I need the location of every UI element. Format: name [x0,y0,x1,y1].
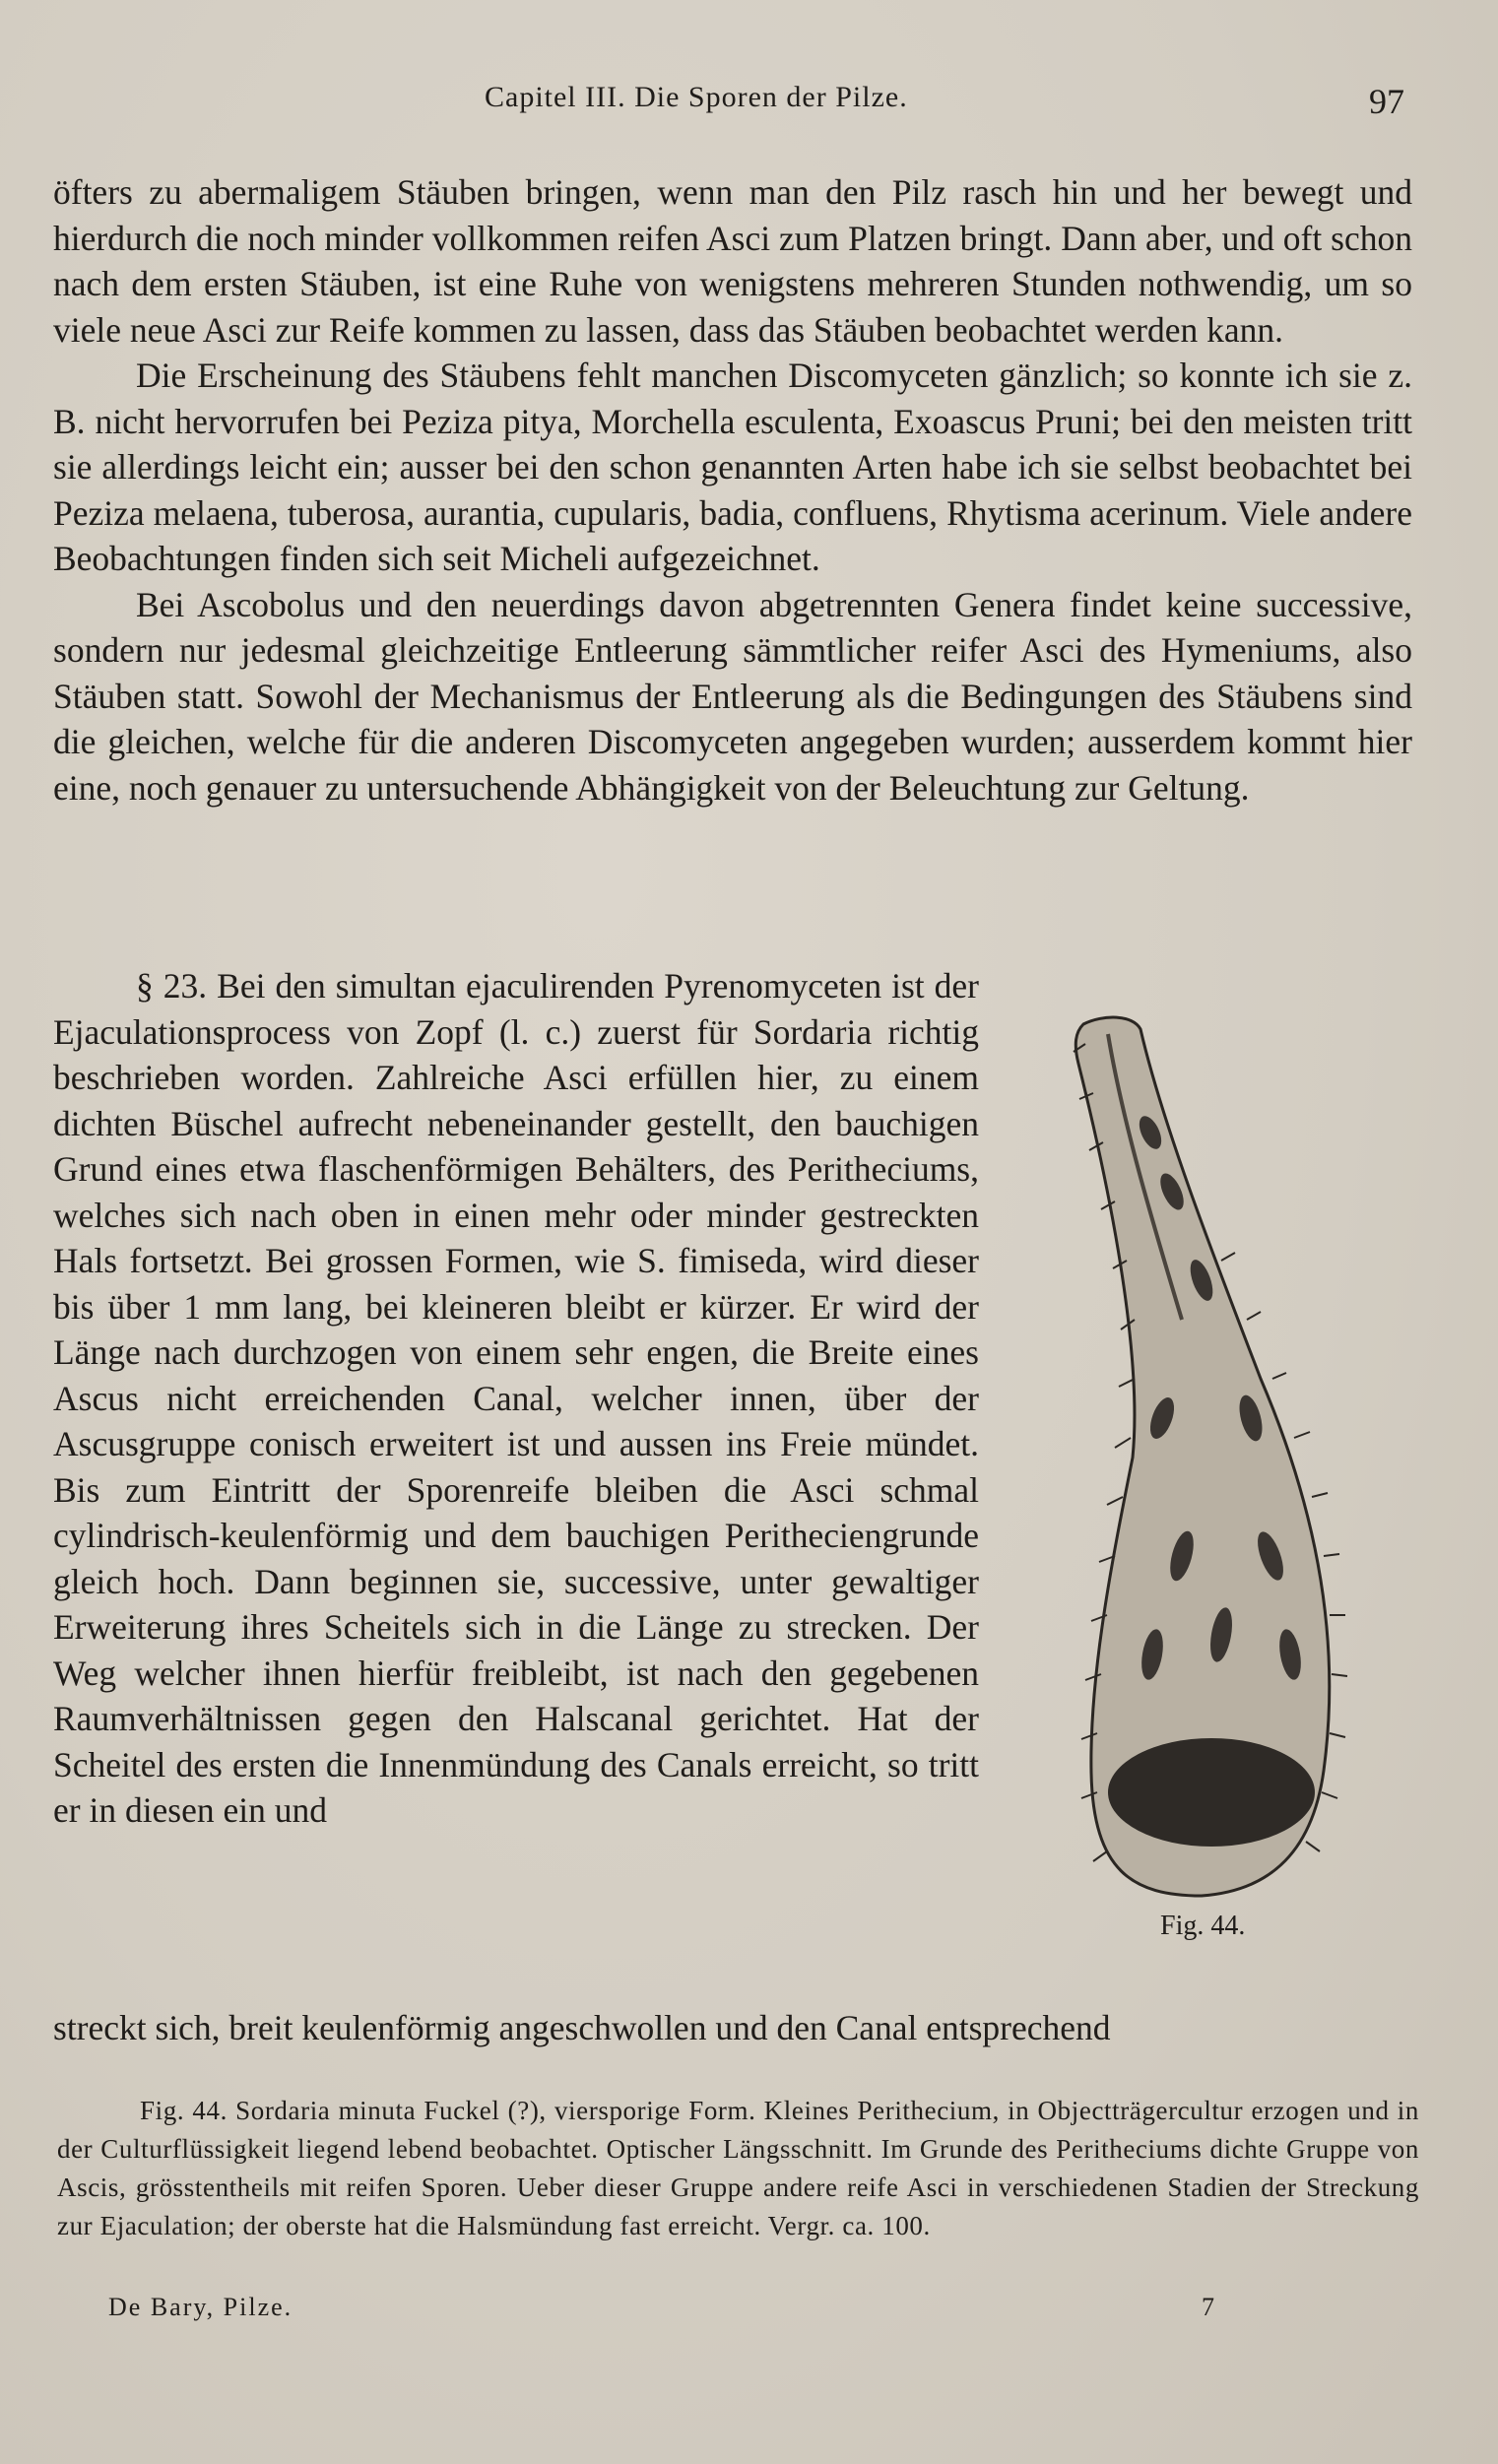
page-footer [108,2293,1241,2332]
paragraph-3: Bei Ascobolus und den neuerdings davon abgetrennten Genera findet keine successive, sondern nur jedesmal gleichzeitige Entleerung sämmtlicher reifer Asci des Hymeniums, also Stäuben statt. Sowohl der Mechanismus der Entleerung als die Bedingungen des Stäubens sind die gleichen, welche für die anderen Discomyceten angegeben wurden; ausserdem kommt hier eine, noch genauer zu untersuchende Abhängigkeit von der Beleuchtung zur Geltung. [53,584,1412,808]
perithecium-illustration [1024,1005,1359,1950]
signature-right: 7 [1202,2293,1214,2321]
paragraph-1: öfters zu abermaligem Stäuben bringen, wenn man den Pilz rasch hin und her bewegt und hierdurch die noch minder vollkommen reifen Asci zum Platzen bringt. Dann aber, und oft schon nach dem ersten Stäuben, ist eine Ruhe von wenigstens mehreren Stunden nothwendig, um so viele neue Asci zur Reife kommen zu lassen, dass das Stäuben beobachtet werden kann. [53,172,1412,350]
page-header [0,81,1498,130]
basal-asci-cluster [1108,1738,1315,1847]
page-number: 97 [1369,82,1404,121]
figure-label: Fig. 44. [1160,1911,1246,1941]
signature-left: De Bary, Pilze. [108,2293,293,2321]
perithecium-drawing [1024,1005,1359,1950]
paragraph-2: Die Erscheinung des Stäubens fehlt manchen Discomyceten gänzlich; so konnte ich sie z. B. nicht hervorrufen bei Peziza pitya, Morchella esculenta, Exoascus Pruni; bei den meisten tritt sie allerdings leicht ein; ausser bei den schon genannten Arten habe ich sie selbst beobachtet bei Peziza melaena, tuberosa, aurantia, cupularis, badia, confluens, Rhytisma acerinum. Viele andere Beobachtungen finden sich seit Micheli aufgezeichnet. [53,356,1412,578]
running-title: Capitel III. Die Sporen der Pilze. [485,81,908,113]
paragraph-4-section-23: § 23. Bei den simultan ejaculirenden Pyrenomyceten ist der Ejaculationsprocess von Zopf (l. c.) zuerst für Sordaria richtig beschrieben worden. Zahlreiche Asci erfüllen hier, zu einem dichten Büschel aufrecht nebeneinander gestellt, den bauchigen Grund eines etwa flaschenförmigen Behälters, des Peritheciums, welches sich nach oben in einen mehr oder minder gestreckten Hals fortsetzt. Bei grossen Formen, wie S. fimiseda, wird dieser bis über 1 mm lang, bei kleineren bleibt er kürzer. Er wird der Länge nach durchzogen von einem sehr engen, die Breite eines Ascus nicht erreichenden Canal, welcher innen, über der Ascusgruppe conisch erweitert ist und aussen ins Freie mündet. Bis zum Eintritt der Sporenreife bleiben die Asci schmal cylindrisch-keulenförmig und dem bauchigen Peritheciengrunde gleich hoch. Dann beginnen sie, successive, unter gewaltiger Erweiterung ihres Scheitels sich in die Länge zu strecken. Der Weg welcher ihnen hierfür freibleibt, ist nach den gegebenen Raumverhältnissen gegen den Halscanal gerichtet. Hat der Scheitel des ersten die Innenmündung des Canals erreicht, so tritt er in diesen ein und [53,966,979,1830]
text-block-beside-figure [53,963,979,1834]
text-block-full-width-line [53,2005,1412,2051]
paragraph-4-continuation: streckt sich, breit keulenförmig angeschwollen und den Canal entsprechend [53,2008,1111,2047]
caption-text: Fig. 44. Sordaria minuta Fuckel (?), viersporige Form. Kleines Perithecium, in Objectträgercultur erzogen und in der Culturflüssigkeit liegend lebend beobachtet. Optischer Längsschnitt. Im Grunde des Peritheciums dichte Gruppe von Ascis, grösstentheils mit reifen Sporen. Ueber dieser Gruppe andere reife Asci in verschiedenen Stadien der Streckung zur Ejaculation; der oberste hat die Halsmündung fast erreicht. Vergr. ca. 100. [57,2096,1419,2240]
figure-caption [57,2092,1419,2245]
text-block-upper [53,169,1412,811]
